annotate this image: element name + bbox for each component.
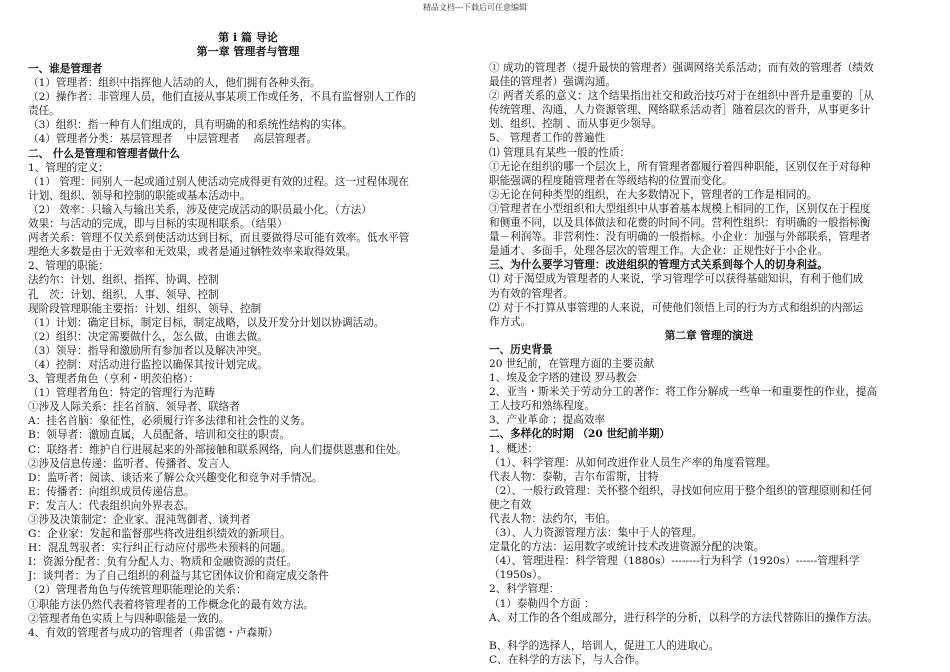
text-line: 20 世纪前，在管理方面的主要贡献 (489, 357, 655, 370)
text-line: （4）、管理进程：科学管理（1880s）--------行为科学（1920s）------管理科学 (489, 555, 860, 568)
text-line: 5、 管理者工作的普遍性 (489, 132, 606, 145)
text-line: 定量化的方法：运用数字或统计技术改进资源分配的决策。 (489, 541, 765, 554)
text-line: （1）计划：确定目标，制定目标，制定战略，以及开发分计划以协调活动。 (28, 316, 385, 329)
chapter-title: 第一章 管理者与管理 (196, 45, 300, 58)
text-line: 2、管理的职能： (28, 260, 109, 273)
text-line: ⑴ 对于渴望成为管理者的人来说，学习管理学可以获得基础知识，有利于他们成 (489, 273, 864, 286)
text-line: （4）管理者分类：基层管理者 中层管理者 高层管理者。 (28, 133, 317, 146)
text-line: B：领导者：激励直属，人员配备、培训和交往的职责。 (28, 429, 291, 442)
text-line: 为有效的管理者。 (489, 287, 574, 300)
text-line: （3）领导：指导和激励所有参加者以及解决冲突。 (28, 344, 268, 357)
text-line: ②涉及信息传递：监听者、传播者、发言人 (28, 457, 230, 470)
text-line: D：监听者：阅读、谈话来了解公众兴趣变化和竞争对手情况。 (28, 471, 323, 484)
text-line: （2） 效率：只输入与输出关系，涉及使完成活动的职员最小化。（方法） (28, 203, 372, 216)
text-line: H：混乱驾驭者：实行纠正行动应付那些未预料的问题。 (28, 542, 292, 555)
text-line: 1、管理的定义： (28, 161, 109, 174)
left-column (28, 62, 468, 640)
text-line: 作方式。 (489, 315, 532, 328)
text-line: （3）组织：指一种有人们组成的，具有明确的和系统性结构的实体。 (28, 119, 353, 132)
text-line: 计划、组织、领导和控制的职能或基本活动中。 (28, 189, 251, 202)
text-line: C：联络者：维护自行进展起来的外部接触和联系网络，向人们提供恩惠和住处。 (28, 443, 407, 456)
text-line: A：挂名首脑：象征性，必须履行许多法律和社会性的义务。 (28, 415, 312, 428)
text-line: F：发言人：代表组织向外界表态。 (28, 499, 195, 512)
chapter-heading: 第二章 管理的演进 (664, 329, 754, 342)
text-line: （2）组织：决定需要做什么，怎么做，由谁去做。 (28, 330, 268, 343)
text-line: （1）管理者：组织中指挥他人活动的人，他们拥有各种头衔。 (28, 77, 321, 90)
text-line: 职能强调的程度随管理者在等级结构的位置而变化。 (489, 174, 733, 187)
text-line: （2）、一般行政管理：关怀整个组织，寻找如何应用于整个组织的管理原则和任何 (489, 484, 872, 497)
text-line: 最佳的管理者）强调沟通。 (489, 76, 617, 89)
text-line: （2）管理者角色与传统管理职能理论的关系： (28, 584, 247, 597)
text-line: 孔 茨：计划、组织、人事、领导、控制 (28, 288, 219, 301)
section-heading: 一、历史背景 (489, 343, 553, 356)
text-line: ③管理者在小型组织和大型组织中从事着基本规模上相同的工作，区别仅在于程度 (489, 202, 871, 215)
text-line: C、在科学的方法下，与人合作。 (489, 653, 646, 666)
text-line: （1）、科学管理：从如何改进作业人员生产率的角度看管理。 (489, 456, 777, 469)
section-heading: 二、 什么是管理和管理者做什么 (28, 147, 180, 160)
text-line: 和侧重不同，以及具体做法和花费的时间不同。营利性组织：有明确的一般指标衡 (489, 217, 871, 230)
text-line: 现阶段管理职能主要指：计划、组织、领导、控制 (28, 302, 262, 315)
text-line: （1950s）。 (489, 569, 548, 582)
text-line: 使之有效 (489, 498, 532, 511)
text-line: ② 两者关系的意义：这个结果指出社交和政治技巧对于在组织中晋升是重要的［从 (489, 90, 874, 103)
text-line: 划、组织、控制 、而从事更少领导。 (489, 118, 662, 131)
text-line (489, 625, 929, 639)
text-line: 效果：与活动的完成，即与目标的实现相联系。（结果） (28, 218, 288, 231)
text-line: 2、亚当・斯米关于劳动分工的著作：将工作分解成一些单一和重要性的作业，提高 (489, 386, 878, 399)
text-line: ①涉及人际关系：挂名首脑、领导者、联络者 (28, 401, 240, 414)
section-heading: 三、为什么要学习管理：改进组织的管理方式关系到每个人的切身利益。 (489, 259, 828, 272)
text-line: E：传播者：向组织成员传递信息。 (28, 485, 195, 498)
text-line: ①职能方法仍然代表着将管理者的工作概念化的最有效方法。 (28, 598, 315, 611)
text-line: 代表人物：法约尔，韦伯。 (489, 513, 617, 525)
section-heading: 一、谁是管理者 (28, 63, 103, 75)
text-line: J：谈判者：为了自己组织的利益与其它团体议价和商定成交条件 (28, 570, 329, 583)
text-line: ③涉及决策制定：企业家、混沌驾御者、谈判者 (28, 514, 251, 526)
text-line: G：企业家：发起和监督那些将改进组织绩效的新项目。 (28, 528, 291, 541)
text-line: （1） 管理：同别人一起或通过别人使活动完成得更有效的过程。这一过程体现在 (28, 175, 409, 188)
text-line: （4）控制：对活动进行监控以确保其按计划完成。 (28, 358, 268, 371)
text-line: 1、埃及金字塔的建设 罗马教会 (489, 372, 637, 385)
text-line: ②管理者角色实质上与四种职能是一致的。 (28, 612, 230, 625)
text-line: ⑵ 对于不打算从事管理的人来说，可使他们领悟上司的行为方式和组织的内部运 (489, 301, 864, 314)
section-heading: 二、多样化的时期 （20 世纪前半期） (489, 428, 671, 441)
text-line: （1）泰勒四个方面 ： (489, 597, 595, 610)
text-line: 传统管理、沟通、人力资源管理、网络联系活动者］随着层次的晋升，从事更多计 (489, 104, 871, 117)
text-line: 量－利润等。非营利性：没有明确的一般指标。小企业：加强与外部联系，管理者 (489, 231, 871, 244)
text-line: ②无论在何种类型的组织，在大多数情况下，管理者的工作是相同的。 (489, 188, 818, 201)
text-line: A、对工作的各个组成部分，进行科学的分析，以科学的方法代替陈旧的操作方法。 (489, 611, 879, 624)
page-header: 精品文档---下载后可任意编辑 (422, 3, 528, 12)
text-line: 是通才、多面手，处理各层次的管理工作。大企业：正规性好于小企业。 (489, 245, 828, 258)
text-line: 1、概述： (489, 442, 539, 455)
text-line: 工人技巧和熟练程度。 (489, 400, 595, 413)
part-title: 第 i 篇 导论 (218, 31, 278, 44)
text-line: ⑴ 管理具有某些一般的性质： (489, 146, 631, 159)
text-line: 代表人物：泰勒，吉尔布雷斯，甘特 (489, 470, 659, 483)
right-column (489, 61, 929, 667)
text-line: 3、产业革命 ；提高效率 (489, 414, 606, 427)
text-line: 4、有效的管理者与成功的管理者（弗雷德・卢森斯） (28, 626, 279, 639)
text-line: 理绝大多数是由于无效率和无效果，或者是通过牺牲效率来取得效果。 (28, 246, 357, 259)
text-line: （3）、人力资源管理方法：集中于人的管理。 (489, 527, 703, 540)
text-line: （2）操作者：非管理人员，他们直接从事某项工作或任务，不具有监督别人工作的 (28, 91, 417, 104)
text-line: （1）管理者角色：特定的管理行为范畴 (28, 387, 215, 400)
text-line: I：资源分配者：负有分配人力、物质和金融资源的责任。 (28, 556, 298, 569)
text-line: ① 成功的管理者（提升最快的管理者）强调网络关系活动；而有效的管理者（绩效 (489, 62, 874, 74)
text-line: ①无论在组织的哪一个层次上，所有管理者都履行着四种职能，区别仅在于对每种 (489, 160, 871, 173)
text-line: 2、科学管理： (489, 583, 560, 596)
text-line: 责任。 (28, 105, 60, 118)
text-line: B、科学的选择人，培训人，促进工人的进取心。 (489, 639, 720, 652)
text-line: 3、管理者角色（亨利・明茨伯格）： (28, 373, 199, 386)
text-line: 两者关系：管理不仅关系到使活动达到目标，而且要做得尽可能有效率。低水平管 (28, 232, 410, 245)
text-line: 法约尔：计划、组织、指挥、协调、控制 (28, 274, 219, 287)
